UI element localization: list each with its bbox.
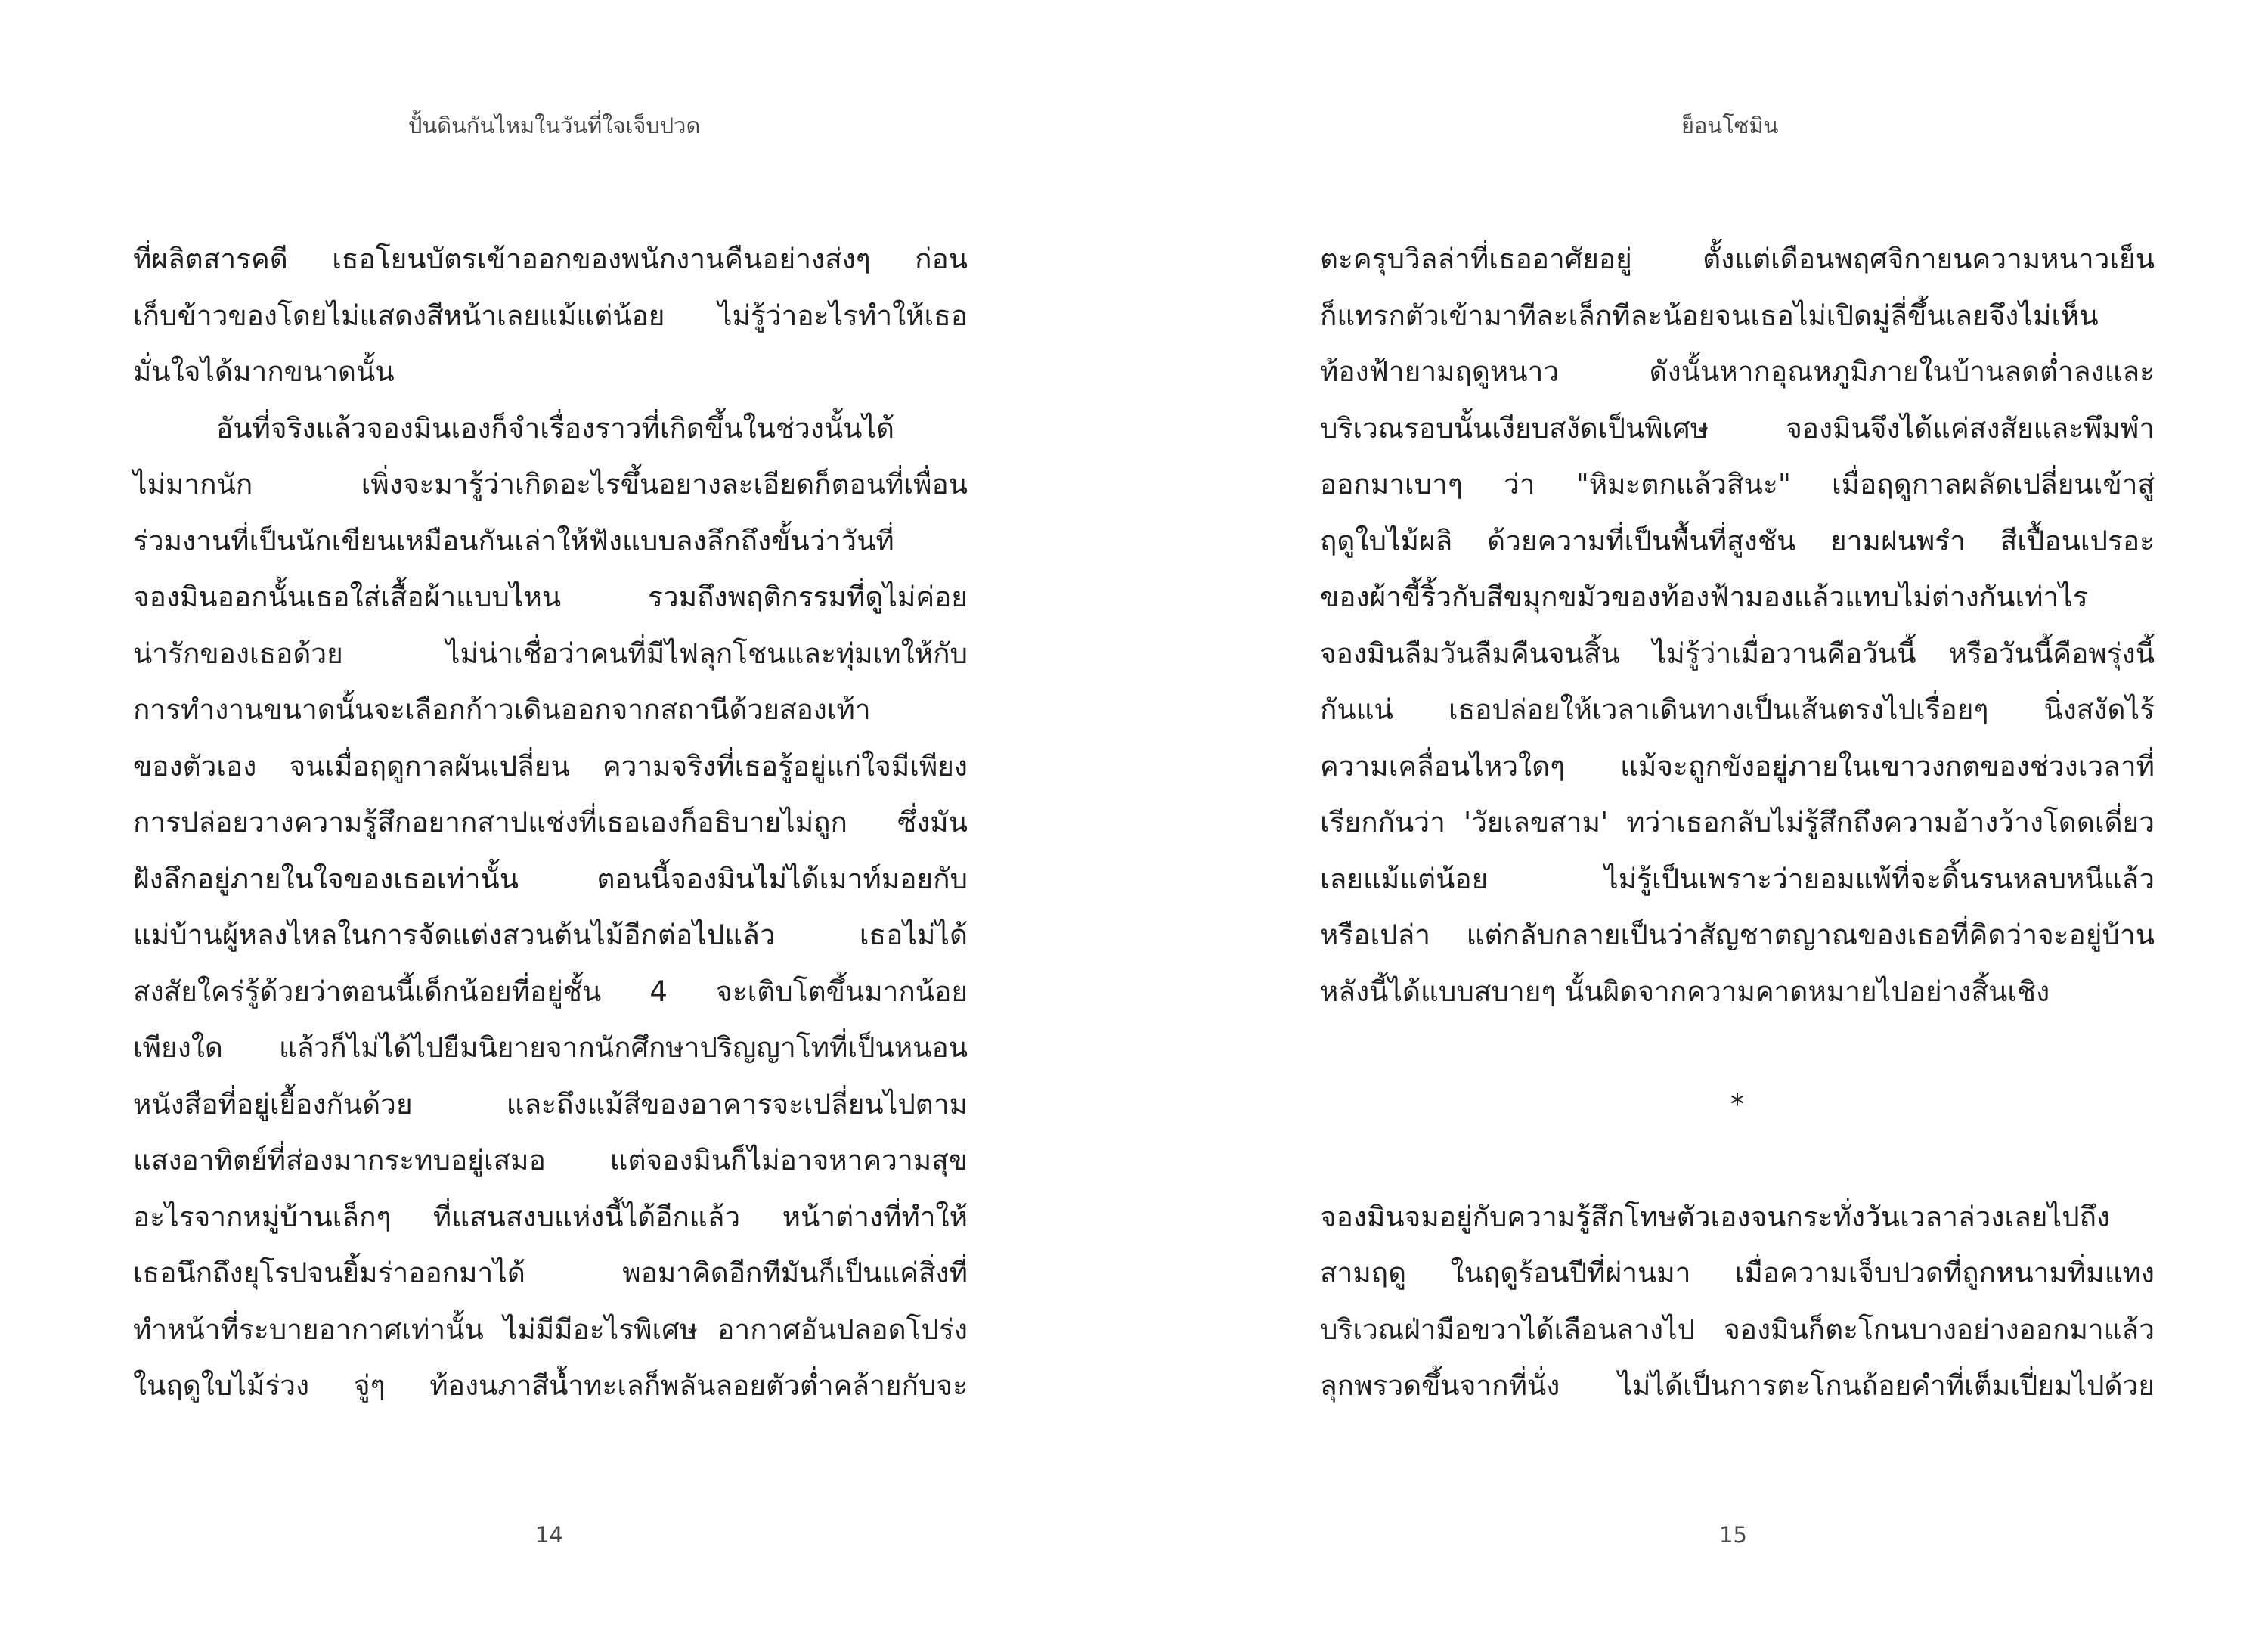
- text-line: ร่วมงานที่เป็นนักเขียนเหมือนกันเล่าให้ฟังแบบลงลึกถึงขั้นว่าวันที่: [133, 524, 894, 557]
- text-line: เพียงใด แล้วก็ไม่ได้ไปยืมนิยายจากนักศึกษาปริญญาโทที่เป็นหนอน: [133, 1031, 968, 1064]
- right-body-text: [1320, 231, 2155, 1415]
- scene-break-asterisk: *: [1730, 1087, 1745, 1121]
- text-line: ออกมาเบาๆ ว่า "หิมะตกแล้วสินะ" เมื่อฤดูกาลผลัดเปลี่ยนเข้าสู่: [1320, 468, 2155, 501]
- right-page: [1134, 0, 2268, 1643]
- text-line: จองมินลืมวันลืมคืนจนสิ้น ไม่รู้ว่าเมื่อวานคือวันนี้ หรือวันนี้คือพรุ่งนี้: [1320, 637, 2155, 670]
- text-line: จองมินจมอยู่กับความรู้สึกโทษตัวเองจนกระทั่งวันเวลาล่วงเลยไปถึง: [1320, 1200, 2111, 1233]
- text-line: น่ารักของเธอด้วย ไม่น่าเชื่อว่าคนที่มีไฟลุกโชนและทุ่มเทให้กับ: [133, 637, 968, 670]
- text-line: หนังสือที่อยู่เยื้องกันด้วย และถึงแม้สีของอาคารจะเปลี่ยนไปตาม: [133, 1087, 968, 1121]
- text-line: ลุกพรวดขึ้นจากที่นั่ง ไม่ได้เป็นการตะโกนถ้อยคำที่เต็มเปี่ยมไปด้วย: [1320, 1369, 2155, 1402]
- text-line: จองมินออกนั้นเธอใส่เสื้อผ้าแบบไหน รวมถึงพฤติกรรมที่ดูไม่ค่อย: [133, 581, 968, 613]
- text-line: หรือเปล่า แต่กลับกลายเป็นว่าสัญชาตญาณของเธอที่คิดว่าจะอยู่บ้าน: [1320, 919, 2155, 951]
- left-body-text: [133, 231, 968, 1415]
- text-line: การปล่อยวางความรู้สึกอยากสาปแช่งที่เธอเองก็อธิบายไม่ถูก ซึ่งมัน: [133, 806, 968, 839]
- text-line: ก็แทรกตัวเข้ามาทีละเล็กทีละน้อยจนเธอไม่เปิดมู่ลี่ขึ้นเลยจึงไม่เห็น: [1320, 299, 2099, 332]
- text-line: บริเวณฝ่ามือขวาได้เลือนลางไป จองมินก็ตะโกนบางอย่างออกมาแล้ว: [1320, 1313, 2155, 1346]
- page-number: 14: [535, 1522, 563, 1548]
- text-line: เลยแม้แต่น้อย ไม่รู้เป็นเพราะว่ายอมแพ้ที่จะดิ้นรนหลบหนีแล้ว: [1320, 862, 2155, 895]
- text-line: กันแน่ เธอปล่อยให้เวลาเดินทางเป็นเส้นตรงไปเรื่อยๆ นิ่งสงัดไร้: [1320, 693, 2155, 726]
- text-line: ที่ผลิตสารคดี เธอโยนบัตรเข้าออกของพนักงานคืนอย่างส่งๆ ก่อน: [133, 243, 968, 275]
- text-line: ทำหน้าที่ระบายอากาศเท่านั้น ไม่มีมีอะไรพิเศษ อากาศอันปลอดโปร่ง: [133, 1313, 968, 1346]
- text-line: หลังนี้ได้แบบสบายๆ นั้นผิดจากความคาดหมายไปอย่างสิ้นเชิง: [1320, 975, 2050, 1008]
- text-line: ฝังลึกอยู่ภายในใจของเธอเท่านั้น ตอนนี้จองมินไม่ได้เมาท์มอยกับ: [133, 862, 968, 895]
- text-line: แม่บ้านผู้หลงไหลในการจัดแต่งสวนต้นไม้อีกต่อไปแล้ว เธอไม่ได้: [133, 919, 968, 951]
- text-line: อันที่จริงแล้วจองมินเองก็จำเรื่องราวที่เกิดขึ้นในช่วงนั้นได้: [216, 411, 895, 445]
- running-head-book-title: ปั้นดินกันไหมในวันที่ใจเจ็บปวด: [408, 113, 701, 138]
- text-line: เธอนึกถึงยุโรปจนยิ้มร่าออกมาได้ พอมาคิดอีกทีมันก็เป็นแค่สิ่งที่: [133, 1257, 968, 1289]
- text-line: สงสัยใคร่รู้ด้วยว่าตอนนี้เด็กน้อยที่อยู่ชั้น 4 จะเติบโตขึ้นมากน้อย: [133, 975, 968, 1008]
- text-line: ของผ้าขี้ริ้วกับสีขมุกขมัวของท้องฟ้ามองแล้วแทบไม่ต่างกันเท่าไร: [1320, 581, 2088, 613]
- text-line: ความเคลื่อนไหวใดๆ แม้จะถูกขังอยู่ภายในเขาวงกตของช่วงเวลาที่: [1320, 749, 2155, 783]
- running-head-author: ย็อนโซมิน: [1681, 113, 1779, 138]
- text-line: ไม่มากนัก เพิ่งจะมารู้ว่าเกิดอะไรขึ้นอยางละเอียดก็ตอนที่เพื่อน: [133, 468, 968, 501]
- text-line: อะไรจากหมู่บ้านเล็กๆ ที่แสนสงบแห่งนี้ได้อีกแล้ว หน้าต่างที่ทำให้: [133, 1200, 968, 1233]
- text-line: ท้องฟ้ายามฤดูหนาว ดังนั้นหากอุณหภูมิภายในบ้านลดต่ำลงและ: [1320, 355, 2155, 388]
- text-line: แสงอาทิตย์ที่ส่องมากระทบอยู่เสมอ แต่จองมินก็ไม่อาจหาความสุข: [133, 1144, 968, 1176]
- page-number: 15: [1719, 1522, 1747, 1548]
- text-line: สามฤดู ในฤดูร้อนปีที่ผ่านมา เมื่อความเจ็บปวดที่ถูกหนามทิ่มแทง: [1320, 1257, 2155, 1289]
- text-line: เก็บข้าวของโดยไม่แสดงสีหน้าเลยแม้แต่น้อย ไม่รู้ว่าอะไรทำให้เธอ: [133, 299, 968, 332]
- text-line: มั่นใจได้มากขนาดนั้น: [133, 355, 395, 388]
- text-line: เรียกกันว่า 'วัยเลขสาม' ทว่าเธอกลับไม่รู้สึกถึงความอ้างว้างโดดเดี่ยว: [1320, 806, 2155, 839]
- text-line: ฤดูใบไม้ผลิ ด้วยความที่เป็นพื้นที่สูงชัน ยามฝนพรำ สีเปื้อนเปรอะ: [1320, 524, 2155, 557]
- text-line: การทำงานขนาดนั้นจะเลือกก้าวเดินออกจากสถานีด้วยสองเท้า: [133, 693, 871, 726]
- text-line: ของตัวเอง จนเมื่อฤดูกาลผันเปลี่ยน ความจริงที่เธอรู้อยู่แก่ใจมีเพียง: [133, 749, 968, 783]
- text-line: บริเวณรอบนั้นเงียบสงัดเป็นพิเศษ จองมินจึงได้แค่สงสัยและพึมพำ: [1320, 411, 2155, 445]
- text-line: ตะครุบวิลล่าที่เธออาศัยอยู่ ตั้งแต่เดือนพฤศจิกายนความหนาวเย็น: [1320, 243, 2155, 275]
- text-line: ในฤดูใบไม้ร่วง จู่ๆ ท้องนภาสีน้ำทะเลก็พลันลอยตัวต่ำคล้ายกับจะ: [133, 1369, 968, 1402]
